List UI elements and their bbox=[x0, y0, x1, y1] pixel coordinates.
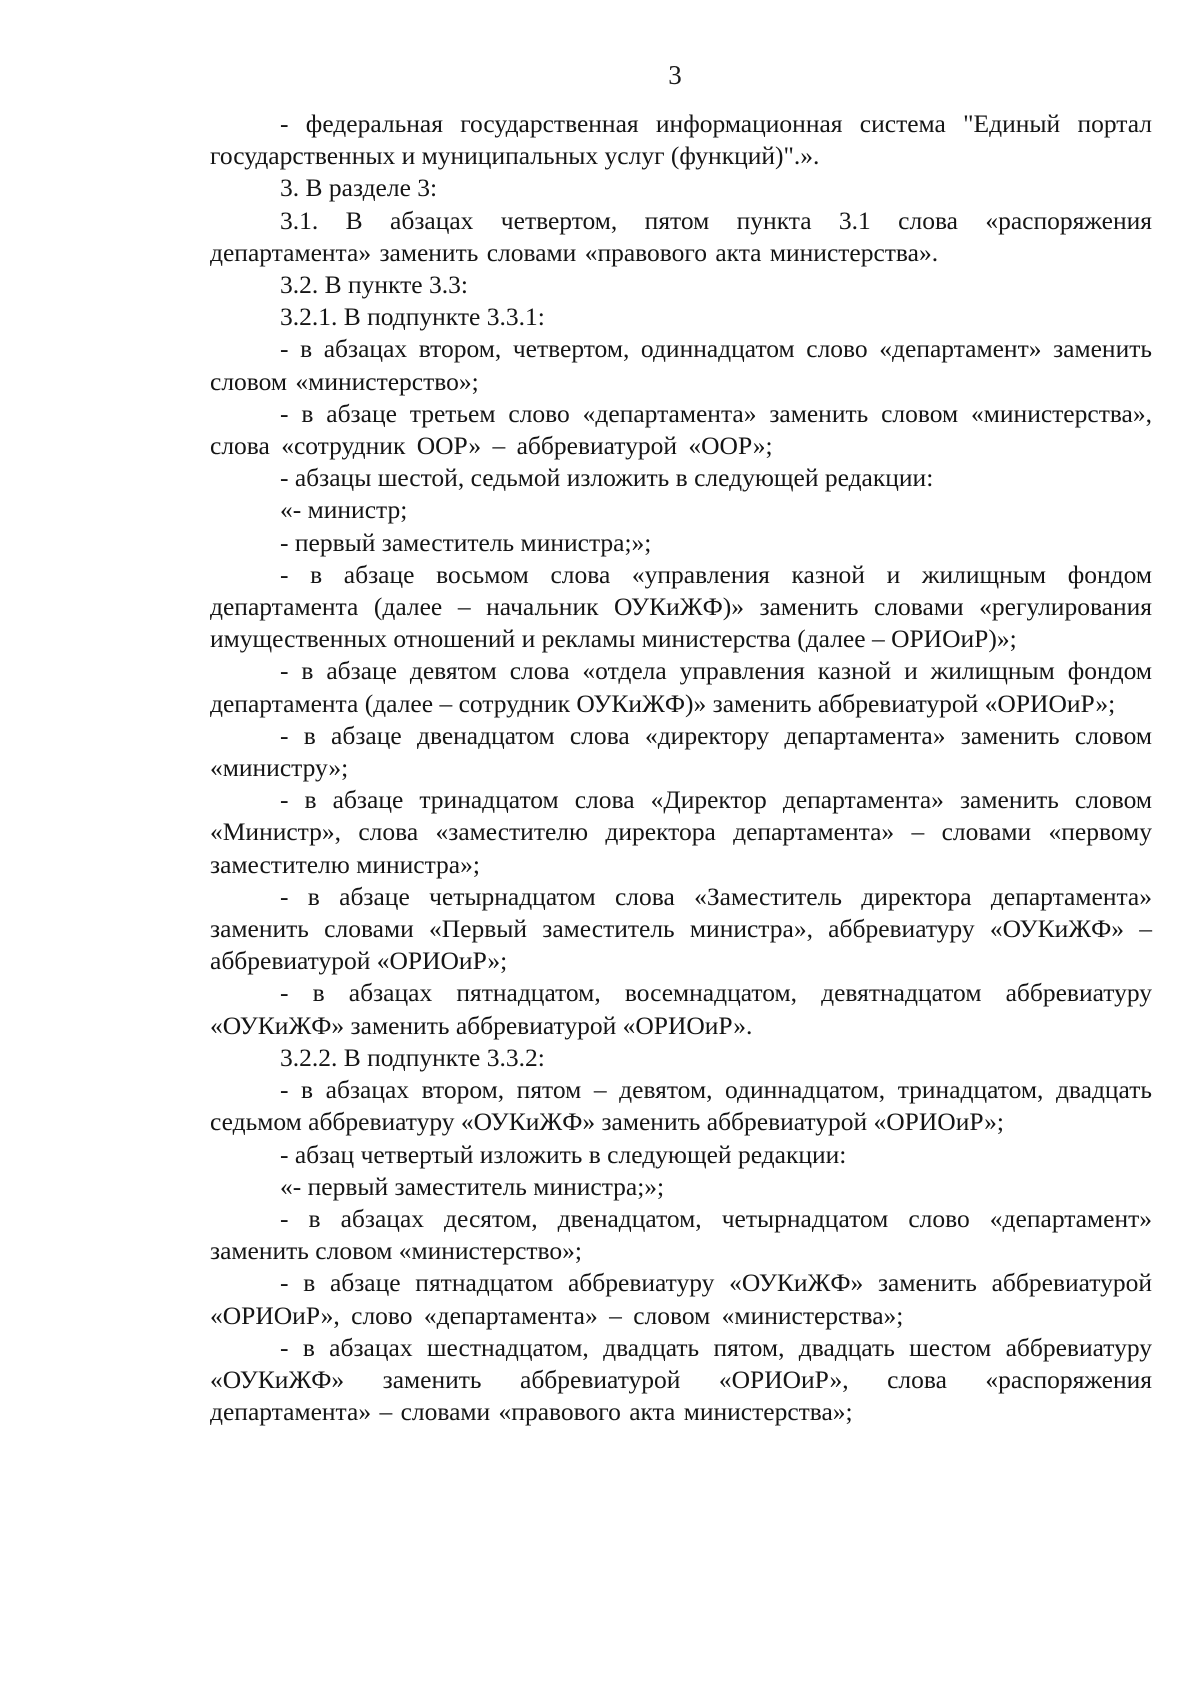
paragraph: 3.2.1. В подпункте 3.3.1: bbox=[280, 302, 545, 332]
paragraph: - в абзаце третьем слово «департамента» заменить словом «министерства», слова «сотрудник ООР» – аббревиатурой «ООР»; bbox=[210, 398, 1152, 461]
paragraph: 3. В разделе 3: bbox=[280, 173, 438, 203]
paragraph: 3.2. В пункте 3.3: bbox=[280, 270, 468, 300]
paragraph: - в абзацах пятнадцатом, восемнадцатом, девятнадцатом аббревиатуру «ОУКиЖФ» заменить аббревиатурой «ОРИОиР». bbox=[210, 978, 1152, 1040]
page-number: 3 bbox=[668, 60, 682, 90]
paragraph: - абзацы шестой, седьмой изложить в следующей редакции: bbox=[280, 463, 934, 493]
paragraph: - первый заместитель министра;»; bbox=[280, 527, 652, 557]
paragraph: 3.1. В абзацах четвертом, пятом пункта 3.1 слова «распоряжения департамента» заменить словами «правового акта министерства». bbox=[210, 205, 1152, 267]
paragraph: «- первый заместитель министра;»; bbox=[280, 1171, 665, 1201]
paragraph: - в абзаце тринадцатом слова «Директор департамента» заменить словом «Министр», слова «заместителю директора департамента» – словами «первому заместителю министра»; bbox=[210, 785, 1152, 879]
paragraph: - в абзаце двенадцатом слова «директору департамента» заменить словом «министру»; bbox=[210, 720, 1152, 783]
paragraph: - в абзаце восьмом слова «управления казной и жилищным фондом департамента (далее – начальник ОУКиЖФ)» заменить словами «регулирования имущественных отношений и рекламы министерства (далее – ОРИОиР)»; bbox=[210, 559, 1152, 654]
paragraph: - в абзацах втором, пятом – девятом, одиннадцатом, тринадцатом, двадцать седьмом аббревиатуру «ОУКиЖФ» заменить аббревиатурой «ОРИОиР»; bbox=[210, 1075, 1152, 1137]
paragraph: - в абзацах десятом, двенадцатом, четырнадцатом слово «департамент» заменить словом «министерство»; bbox=[210, 1203, 1152, 1266]
paragraph: 3.2.2. В подпункте 3.3.2: bbox=[280, 1042, 545, 1072]
document-body bbox=[210, 108, 1152, 1428]
paragraph: «- министр; bbox=[280, 495, 408, 525]
paragraph: - федеральная государственная информационная система "Единый портал государственных и муниципальных услуг (функций)".». bbox=[210, 109, 1152, 171]
paragraph: - абзац четвертый изложить в следующей редакции: bbox=[280, 1139, 847, 1169]
paragraph: - в абзацах втором, четвертом, одиннадцатом слово «департамент» заменить словом «министерство»; bbox=[210, 334, 1152, 396]
paragraph: - в абзацах шестнадцатом, двадцать пятом, двадцать шестом аббревиатуру «ОУКиЖФ» заменить аббревиатурой «ОРИОиР», слова «распоряжения департамента» – словами «правового акта министерства»; bbox=[210, 1332, 1152, 1427]
paragraph: - в абзаце пятнадцатом аббревиатуру «ОУКиЖФ» заменить аббревиатурой «ОРИОиР», слово «департамента» – словом «министерства»; bbox=[210, 1268, 1152, 1330]
paragraph: - в абзаце девятом слова «отдела управления казной и жилищным фондом департамента (далее – сотрудник ОУКиЖФ)» заменить аббревиатурой «ОРИОиР»; bbox=[210, 656, 1152, 718]
paragraph: - в абзаце четырнадцатом слова «Заместитель директора департамента» заменить словами «Первый заместитель министра», аббревиатуру «ОУКиЖФ» – аббревиатурой «ОРИОиР»; bbox=[210, 881, 1152, 976]
